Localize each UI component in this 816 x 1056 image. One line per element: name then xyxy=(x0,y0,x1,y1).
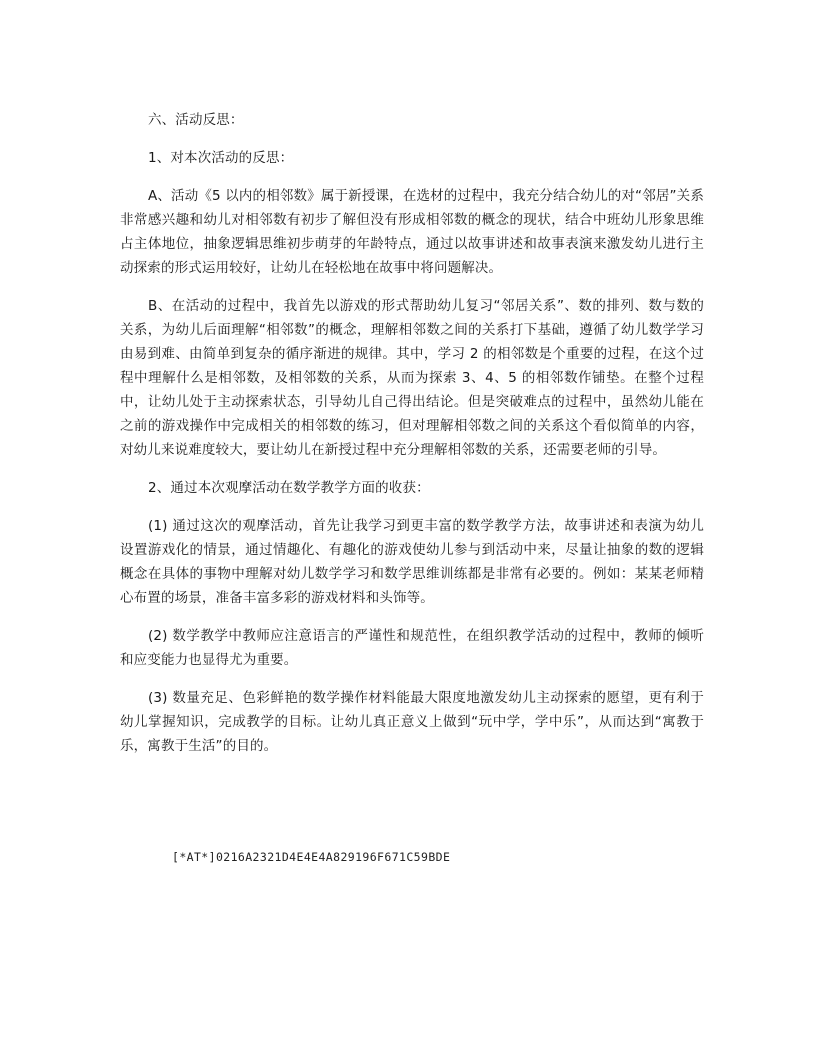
list-item-1: (1) 通过这次的观摩活动，首先让我学习到更丰富的数学教学方法，故事讲述和表演为幼儿设置游戏化的情景，通过情趣化、有趣化的游戏使幼儿参与到活动中来，尽量让抽象的数的逻辑概念在具体的事物中理解对幼儿数学学习和数学思维训练都是非常有必要的。例如：某某老师精心布置的场景，准备丰富多彩的游戏材料和头饰等。 xyxy=(120,518,704,606)
document-body xyxy=(120,108,704,772)
paragraph-b: B、在活动的过程中，我首先以游戏的形式帮助幼儿复习“邻居关系”、数的排列、数与数的关系，为幼儿后面理解“相邻数”的概念，理解相邻数之间的关系打下基础，遵循了幼儿数学学习由易到难、由简单到复杂的循序渐进的规律。其中，学习 2 的相邻数是个重要的过程，在这个过程中理解什么是相邻数，及相邻数的关系，从而为探索 3、4、5 的相邻数作铺垫。在整个过程中，让幼儿处于主动探索状态，引导幼儿自己得出结论。但是突破难点的过程中，虽然幼儿能在之前的游戏操作中完成相关的相邻数的练习，但对理解相邻数之间的关系这个看似简单的内容，对幼儿来说难度较大，要让幼儿在新授过程中充分理解相邻数的关系，还需要老师的引导。 xyxy=(120,298,704,458)
subsection-heading-2: 2、通过本次观摩活动在数学教学方面的收获： xyxy=(148,480,430,496)
list-item-3: (3) 数量充足、色彩鲜艳的数学操作材料能最大限度地激发幼儿主动探索的愿望，更有利于幼儿掌握知识，完成教学的目标。让幼儿真正意义上做到“玩中学，学中乐”，从而达到“寓教于乐，寓教于生活”的目的。 xyxy=(120,690,704,754)
list-item-2: (2) 数学教学中教师应注意语言的严谨性和规范性，在组织教学活动的过程中，教师的倾听和应变能力也显得尤为重要。 xyxy=(120,628,704,668)
document-id-code: [*AT*]0216A2321D4E4E4A829196F671C59BDE xyxy=(172,850,451,864)
section-heading: 六、活动反思： xyxy=(148,112,244,128)
paragraph-a: A、活动《5 以内的相邻数》属于新授课，在选材的过程中，我充分结合幼儿的对“邻居”关系非常感兴趣和幼儿对相邻数有初步了解但没有形成相邻数的概念的现状，结合中班幼儿形象思维占主体地位，抽象逻辑思维初步萌芽的年龄特点，通过以故事讲述和故事表演来激发幼儿进行主动探索的形式运用较好，让幼儿在轻松地在故事中将问题解决。 xyxy=(120,188,704,276)
subsection-heading-1: 1、对本次活动的反思： xyxy=(148,150,294,166)
